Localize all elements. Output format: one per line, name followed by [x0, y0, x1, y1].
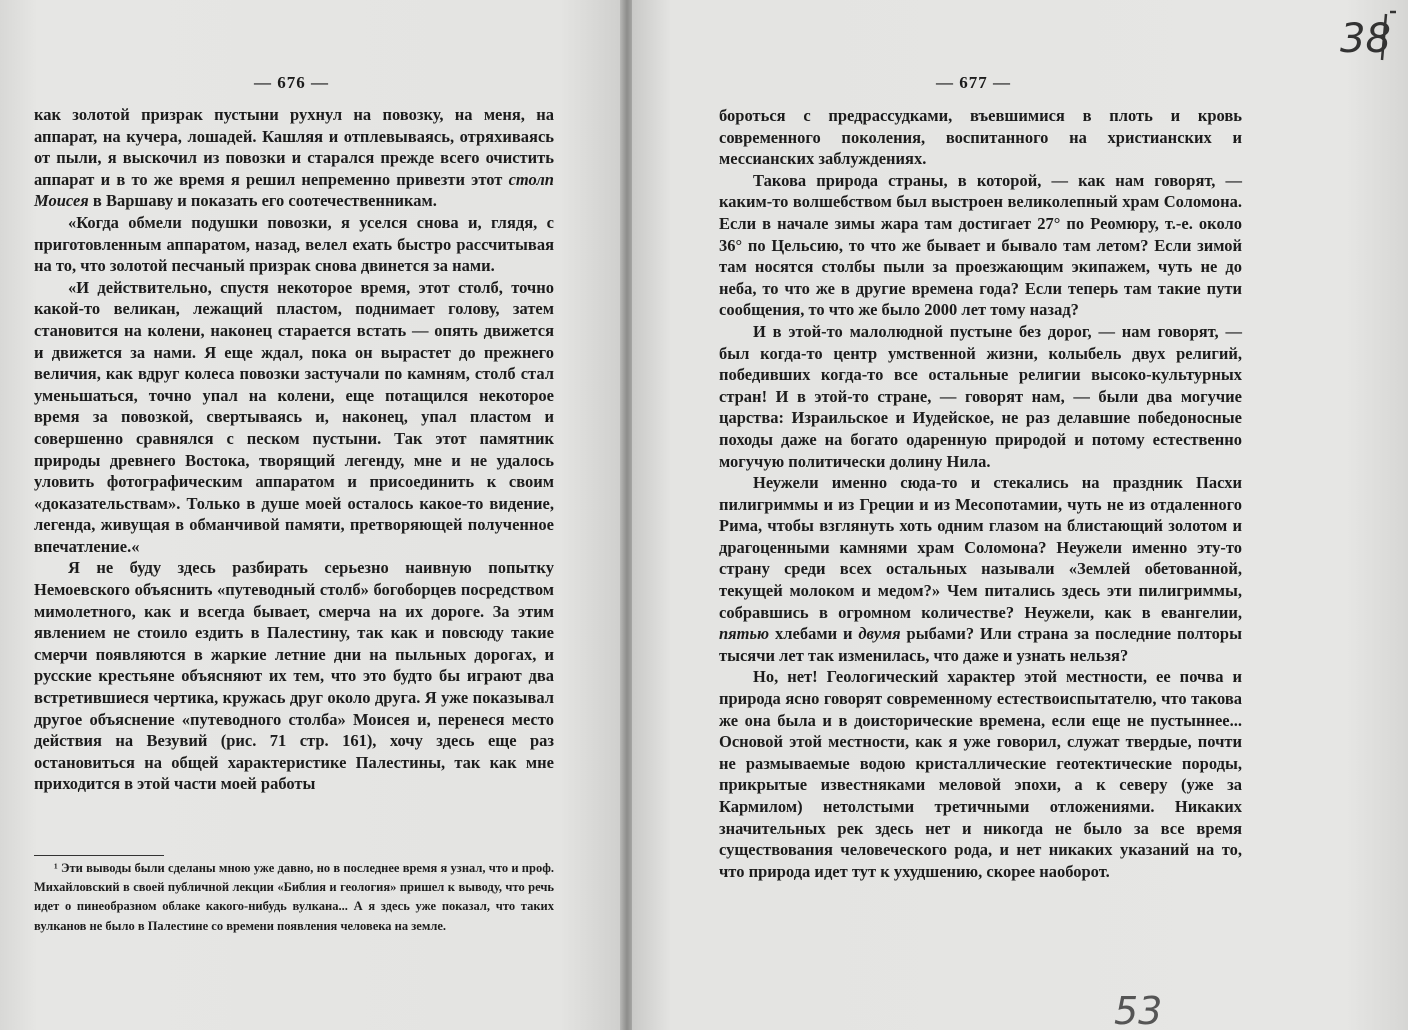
paragraph [34, 104, 554, 212]
paragraph-text: в Варшаву и показать его соотечественникам. [88, 191, 437, 211]
footnote [34, 859, 554, 936]
paragraph: Я не буду здесь разбирать серьезно наивную попытку Немоевского объяснить «путеводный столб» богоборцев посредством мимолетного, как и всегда бывает, смерча на их дороге. За этим явлением не стоило ездить в Палестину, так как и повсюду такие смерчи появляются в жаркие летние дни на пыльных дорогах, и русские крестьяне объясняют их тем, что это будто бы играют два встретившиеся чертика, кружась друг около друга. Я уже показывал другое объяснение «путеводного столба» Моисея и, перенеся место действия на Везувий (рис. 71 стр. 161), хочу здесь еще раз остановиться на общей характеристике Палестины, так как мне приходится в этой части моей работы [34, 558, 554, 794]
handwritten-number-text: 38 [1340, 16, 1391, 62]
right-text-column [719, 105, 1242, 882]
page-number-left: — 676 — [254, 73, 329, 92]
footnote-text: ¹ Эти выводы были сделаны мною уже давно, но в последнее время я узнал, что и проф. Михайловский в своей публичной лекции «Библия и геология» пришел к выводу, что речь идет о пинеобразном облаке какого-нибудь вулкана... А я здесь уже показал, что таких вулканов не было в Палестине со времени появления человека на земле. [34, 861, 554, 933]
paragraph: «Когда обмели подушки повозки, я уселся снова и, глядя, с приготовленным аппаратом, назад, велел ехать быстро рассчитывая на то, что золотой песчаный призрак снова двинется за нами. [34, 212, 554, 276]
paragraph [719, 472, 1242, 666]
paragraph-text: как золотой призрак пустыни рухнул на повозку, на меня, на аппарат, на кучера, лошадей. Кашляя и отплевываясь, отряхиваясь от пыли, я выскочил из повозки и старался прежде всего очистить аппарат и в то же время я решил непременно привезти этот [34, 105, 554, 189]
left-page [0, 0, 622, 1030]
handwritten-number-text: 53 [1114, 989, 1163, 1030]
left-text-column [34, 104, 554, 795]
paragraph: бороться с предрассудками, въевшимися в плоть и кровь современного поколения, воспитанного на христианских и мессианских заблуждениях. [719, 106, 1242, 169]
footnote-rule [34, 855, 164, 856]
paragraph-text: хлебами и [769, 624, 859, 644]
handwritten-number-bottom [1108, 980, 1188, 1030]
page-number-right: — 677 — [936, 73, 1011, 92]
right-page [632, 0, 1408, 1030]
paragraph: И в этой-то малолюдной пустыне без дорог, — нам говорят, — был когда-то центр умственной жизни, колыбель двух религий, победивших когда-то все остальные религии высоко-культурных стран! И в этой-то стране, — говорят нам, — были два могучие царства: Израильское и Иудейское, не раз делавшие победоносные походы даже на богато одаренную природой и потому естественно могучую политически долину Нила. [719, 321, 1242, 471]
paragraph: «И действительно, спустя некоторое время, этот столб, точно какой-то великан, лежащий пластом, поднимает голову, затем становится на колени, наконец старается встать — опять движется и движется за нами. Я еще ждал, пока он вырастет до прежнего величия, как вдруг колеса повозки застучали по камням, столб стал уменьшаться, точно упал на колени, еще потащился некоторое время за повозкой, свертываясь и, наконец, упал пластом и совершенно сравнялся с песком пустыни. Так этот памятник природы древнего Востока, творящий легенду, мне и не удалось уловить фотографическим аппаратом и присоединить к своим «доказательствам». Только в душе моей осталось какое-то видение, легенда, живущая в обманчивой памяти, претворяющей полученное впечатление.« [34, 277, 554, 556]
italic-word: двумя [858, 624, 901, 644]
paragraph-text: рыбами? Или страна за последние полторы тысячи лет так изменилась, что даже и узнать нельзя? [719, 624, 1242, 665]
italic-word: пятью [719, 624, 770, 644]
paragraph: Но, нет! Геологический характер этой местности, ее почва и природа ясно говорят современному естествоиспытателю, что такова же она была и в доисторические времена, если еще не пустыннее... Основой этой местности, как я уже говорил, служат твердые, почти не размываемые водою кристаллические геотектические породы, прикрытые известняками меловой эпохи, а к северу (уже за Кармилом) нетолстыми третичными отложениями. Никаких значительных рек здесь нет и никогда не было за все время существования человеческого рода, и нет никаких указаний на то, что природа идет тут к ухудшению, скорее наоборот. [719, 667, 1242, 881]
italic-phrase: столп Моисея [34, 169, 554, 211]
paragraph-text: Неужели именно сюда-то и стекались на праздник Пасхи пилигриммы и из Греции и из Месопотамии, чуть не из отдаленного Рима, чтобы взглянуть хоть одним глазом на блистающий золотом и драгоценными камнями храм Соломона? Неужели именно эту-то страну среди всех остальных называли «Землей обетованной, текущей молоком и медом?» Чем питались здесь эти пилигриммы, собравшись в огромном количестве? Неужели, как в евангелии, [719, 473, 1242, 622]
paragraph: Такова природа страны, в которой, — как нам говорят, — каким-то волшебством был выстроен великолепный храм Соломона. Если в начале зимы жара там достигает 27° по Реомюру, т.-е. около 36° по Цельсию, то что же бывает и бывало там летом? Если зимой там носятся столбы пыли за проезжающим экипажем, чуть не до неба, то что же в другие времена года? Если теперь там такие пути сообщения, то что же было 2000 лет тому назад? [719, 170, 1242, 320]
handwritten-number-top [1338, 6, 1398, 66]
